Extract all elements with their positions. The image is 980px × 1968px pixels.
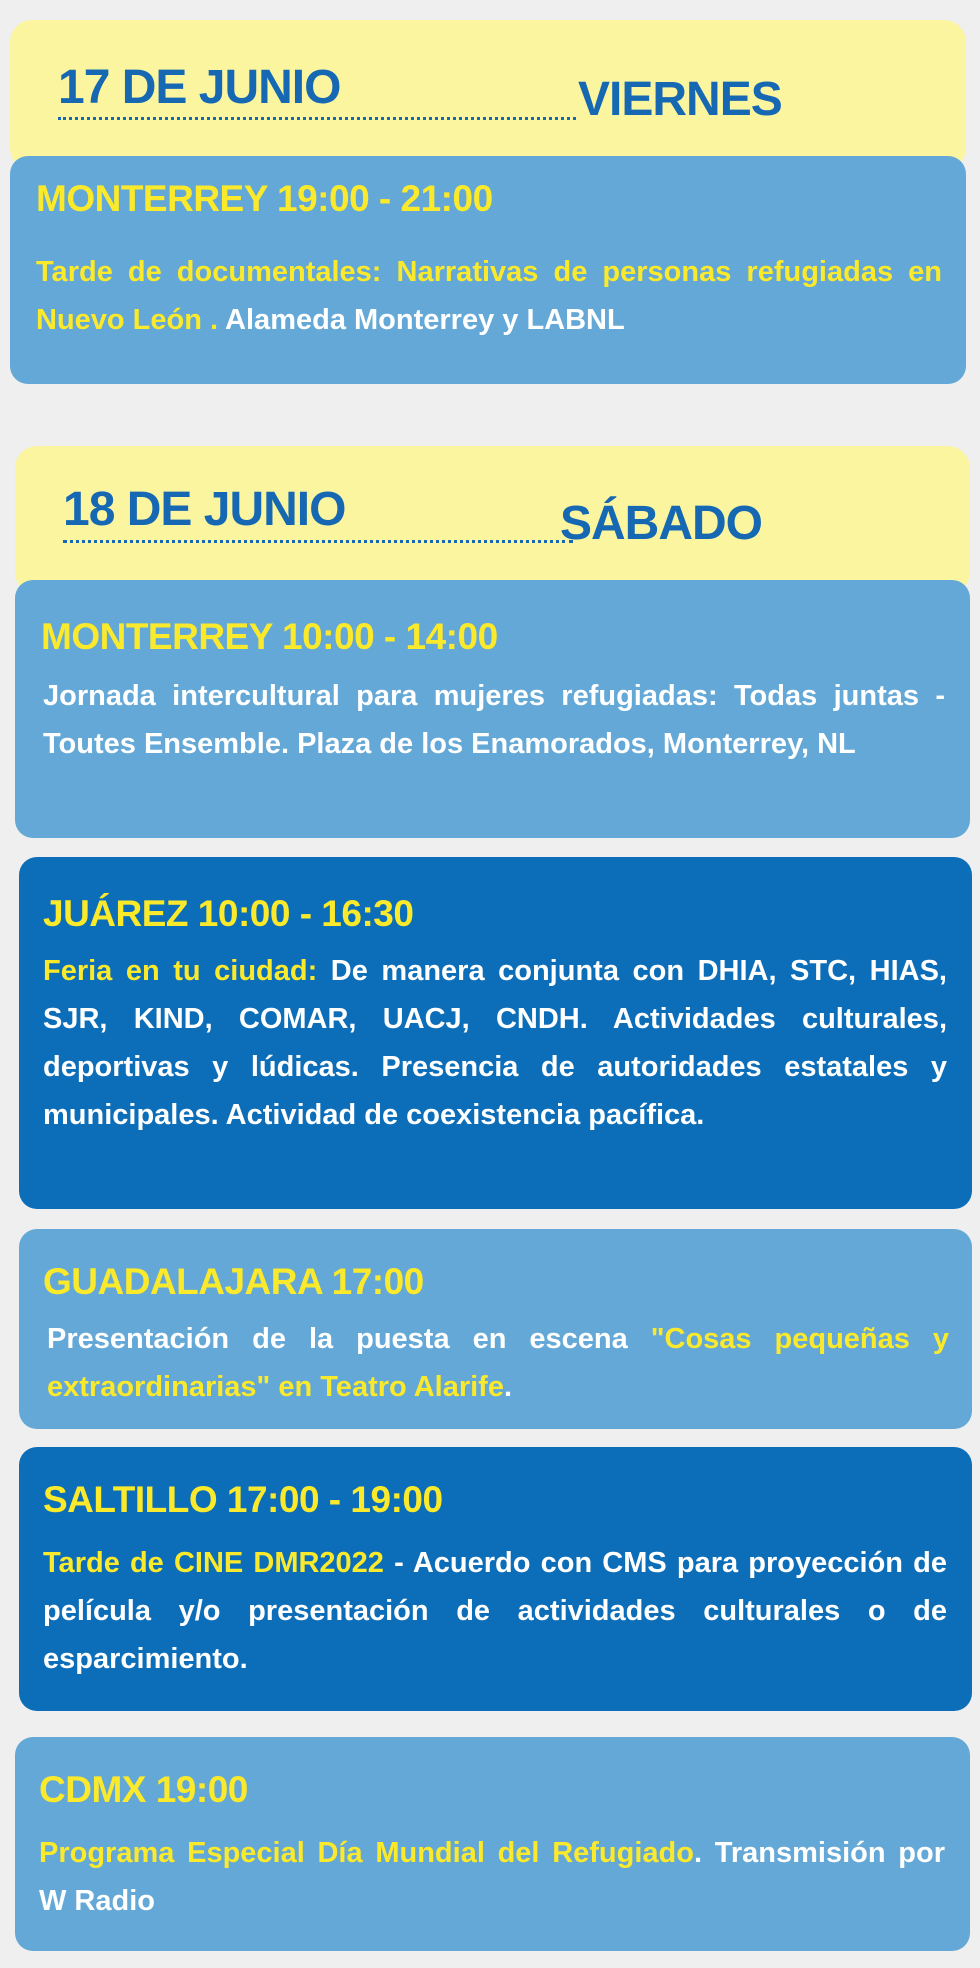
event-title: SALTILLO 17:00 - 19:00 bbox=[43, 1479, 443, 1520]
event-card-cdmx bbox=[15, 1737, 970, 1951]
event-highlight: Tarde de CINE DMR2022 bbox=[43, 1547, 384, 1579]
event-text: De manera conjunta con DHIA, STC, HIAS, SJR, KIND, COMAR, UACJ, CNDH. Actividades culturales, deportivas y lúdicas. Presencia de autoridades estatales y municipales. Actividad de coexistencia pacífica. bbox=[43, 955, 947, 1131]
event-description bbox=[39, 1829, 945, 1925]
event-title: GUADALAJARA 17:00 bbox=[43, 1261, 424, 1302]
event-text-end: . bbox=[503, 1371, 513, 1403]
event-title: CDMX 19:00 bbox=[39, 1769, 248, 1810]
event-highlight: Tarde de documentales: Narrativas de personas refugiadas en Nuevo León . bbox=[36, 256, 942, 336]
day-date: 17 DE JUNIO bbox=[58, 61, 341, 114]
event-title: MONTERREY 10:00 - 14:00 bbox=[41, 616, 498, 657]
day-weekday: VIERNES bbox=[578, 73, 782, 126]
event-description bbox=[47, 1315, 949, 1411]
event-card-guadalajara bbox=[19, 1229, 972, 1429]
dotted-underline bbox=[63, 540, 573, 543]
event-title: JUÁREZ 10:00 - 16:30 bbox=[43, 893, 414, 934]
day-date: 18 DE JUNIO bbox=[63, 483, 346, 536]
event-card-juarez bbox=[19, 857, 972, 1209]
event-card-monterrey-saturday bbox=[15, 580, 970, 838]
event-highlight: "Cosas pequeñas y extraordinarias" en Teatro Alarife bbox=[47, 1323, 950, 1403]
event-highlight: Programa Especial Día Mundial del Refugiado bbox=[39, 1837, 694, 1869]
event-text: . Transmisión por W Radio bbox=[39, 1837, 945, 1917]
day-header-17-junio bbox=[10, 20, 966, 170]
day-weekday: SÁBADO bbox=[560, 497, 763, 550]
event-text: - Acuerdo con CMS para proyección de película y/o presentación de actividades culturales o de esparcimiento. bbox=[43, 1547, 947, 1675]
event-description bbox=[43, 947, 947, 1139]
event-description: Jornada intercultural para mujeres refugiadas: Todas juntas - Toutes Ensemble. Plaza de los Enamorados, Monterrey, NL bbox=[43, 680, 945, 760]
event-card-monterrey-friday bbox=[10, 156, 966, 384]
event-text: Alameda Monterrey y LABNL bbox=[218, 304, 625, 336]
event-card-saltillo bbox=[19, 1447, 972, 1711]
event-description bbox=[36, 248, 942, 344]
dotted-underline bbox=[58, 117, 576, 120]
event-text: Presentación de la puesta en escena bbox=[47, 1323, 651, 1355]
day-header-18-junio bbox=[15, 446, 970, 594]
event-title: MONTERREY 19:00 - 21:00 bbox=[36, 178, 493, 219]
event-description bbox=[43, 1539, 947, 1683]
event-highlight: Feria en tu ciudad: bbox=[43, 955, 318, 987]
